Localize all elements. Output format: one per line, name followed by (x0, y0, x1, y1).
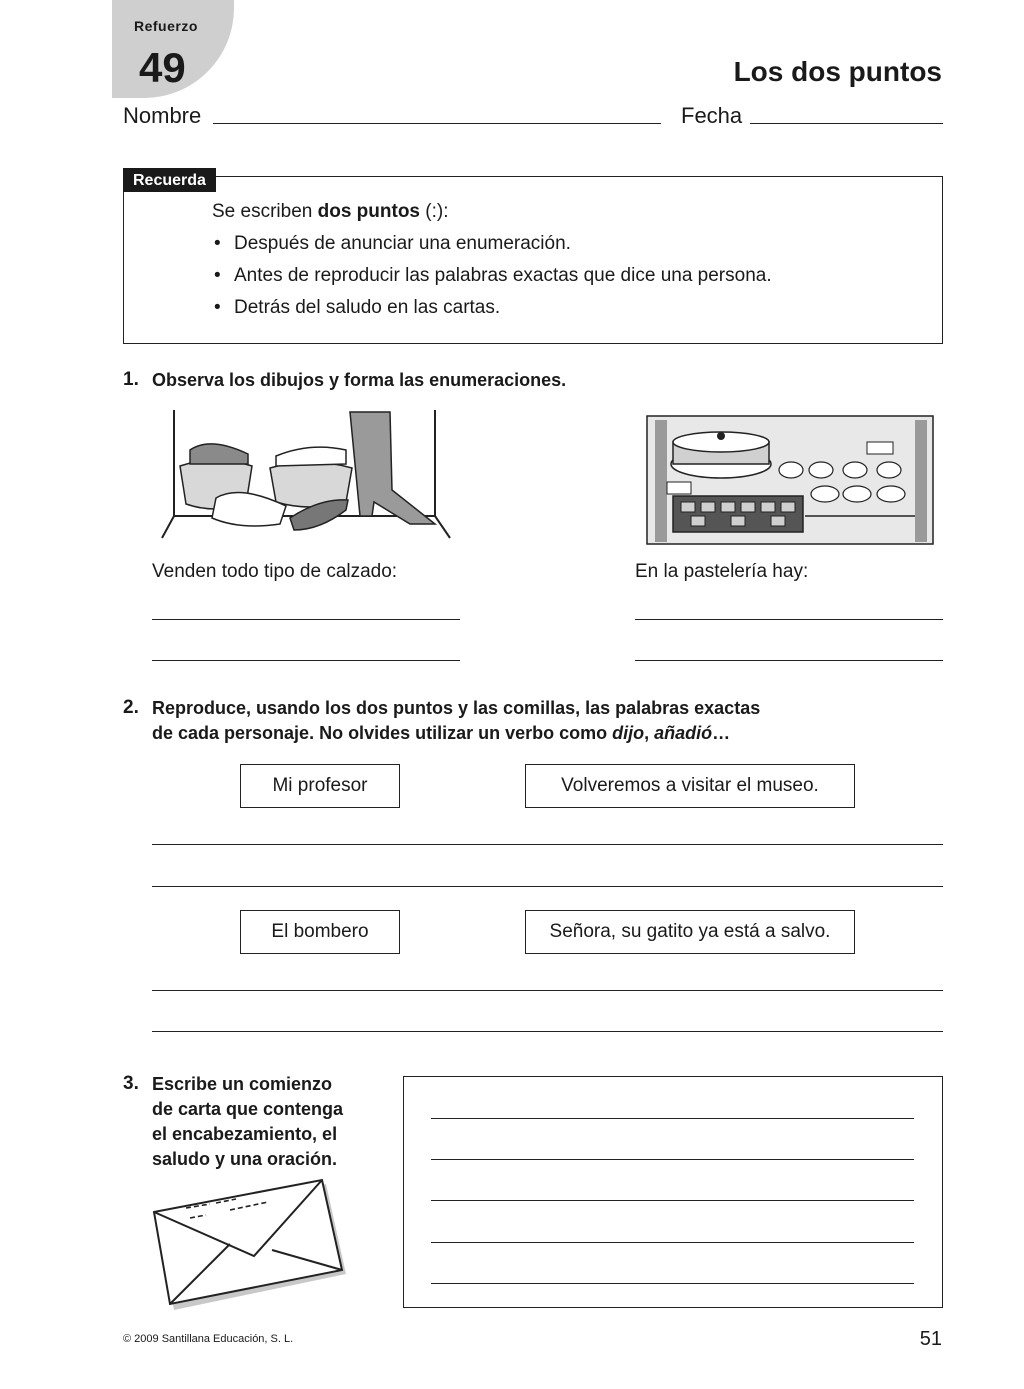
badge-label: Refuerzo (134, 18, 198, 34)
name-label: Nombre (123, 103, 202, 128)
date-label: Fecha (681, 103, 743, 128)
answer-line[interactable] (635, 619, 943, 620)
recuerda-tab: Recuerda (123, 168, 216, 192)
exercise-2-instruction: Reproduce, usando los dos puntos y las comillas, las palabras exactas de cada personaje. No olvides utilizar un verbo como dijo, añadió… (152, 698, 761, 743)
answer-line[interactable] (152, 1031, 943, 1032)
answer-line[interactable] (152, 886, 943, 887)
recuerda-bullet: • Detrás del saludo en las cartas. (234, 297, 500, 319)
quote-box: Volveremos a visitar el museo. (525, 764, 855, 808)
page-title: Los dos puntos (733, 56, 942, 87)
answer-line[interactable] (431, 1242, 914, 1243)
copyright: © 2009 Santillana Educación, S. L. (123, 1333, 294, 1345)
exercise-3-instruction: Escribe un comienzo de carta que contenga el encabezamiento, el saludo y una oración. (152, 1074, 344, 1169)
speaker-box: El bombero (240, 910, 400, 954)
envelope-icon (150, 1178, 350, 1314)
page-number: 51 (919, 1328, 942, 1350)
answer-line[interactable] (431, 1118, 914, 1119)
date-field[interactable] (750, 123, 943, 124)
name-field[interactable] (213, 123, 661, 124)
answer-line[interactable] (152, 990, 943, 991)
badge-number: 49 (139, 44, 186, 91)
answer-line[interactable] (152, 844, 943, 845)
quote-box: Señora, su gatito ya está a salvo. (525, 910, 855, 954)
exercise-1-left-prompt: Venden todo tipo de calzado: (152, 561, 398, 582)
answer-line[interactable] (152, 619, 460, 620)
shoes-illustration (160, 406, 452, 540)
letter-writing-box (403, 1076, 943, 1308)
recuerda-bullet: • Antes de reproducir las palabras exactas que dice una persona. (234, 265, 772, 287)
answer-line[interactable] (431, 1283, 914, 1284)
exercise-1-number: 1. (123, 369, 139, 390)
answer-line[interactable] (635, 660, 943, 661)
recuerda-intro: Se escriben dos puntos (:): (212, 201, 449, 222)
answer-line[interactable] (152, 660, 460, 661)
speaker-box: Mi profesor (240, 764, 400, 808)
answer-line[interactable] (431, 1200, 914, 1201)
exercise-2-number: 2. (123, 697, 139, 718)
exercise-1-instruction: Observa los dibujos y forma las enumeraciones. (152, 370, 567, 390)
exercise-3-number: 3. (123, 1073, 139, 1094)
exercise-1-right-prompt: En la pastelería hay: (635, 561, 809, 582)
recuerda-bullet: • Después de anunciar una enumeración. (234, 233, 571, 255)
pastry-shop-illustration (645, 412, 937, 548)
answer-line[interactable] (431, 1159, 914, 1160)
